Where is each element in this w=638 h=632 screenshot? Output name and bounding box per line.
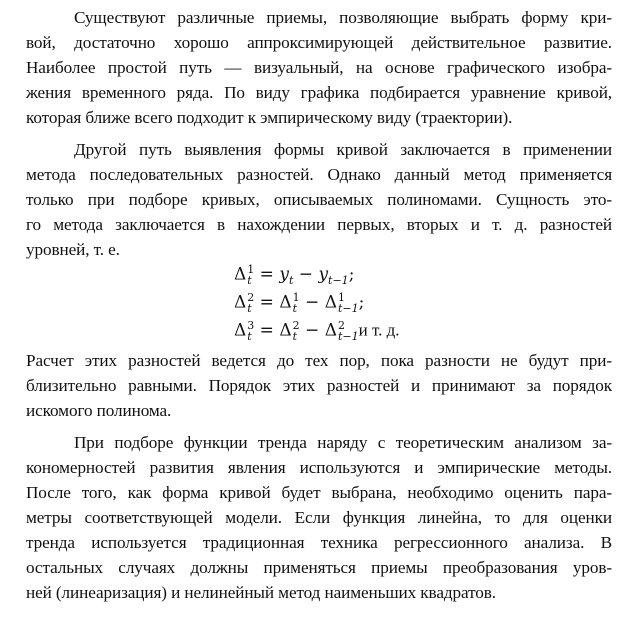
- subscript: t: [292, 302, 298, 315]
- text-line: искомого полинома.: [26, 401, 172, 420]
- formula-tail: и т. д.: [358, 320, 400, 340]
- text-line: Наиболее простой путь — визуальный, на основе графического изобра-: [26, 58, 612, 77]
- text-line: жения временного ряда. По виду графика подбирается уравнение кривой,: [26, 83, 612, 102]
- text-line: только при подборе кривых, описываемых полиномами. Сущность это-: [26, 190, 612, 209]
- text-line: Существуют различные приемы, позволяющие выбрать форму кри-: [74, 8, 612, 27]
- text-line: метры соответствующей модели. Если функция линейна, то для оценки: [26, 508, 612, 527]
- text-line: метода последовательных разностей. Однако данный метод применяется: [26, 165, 612, 184]
- equals: =: [254, 292, 280, 313]
- text-line: кономерностей развития явления используются и эмпирические методы.: [26, 458, 612, 477]
- subscript: t: [292, 330, 298, 343]
- text-line: Расчет этих разностей ведется до тех пор, пока разности не будут при-: [26, 351, 612, 370]
- delta-symbol: Δ: [279, 292, 292, 313]
- subscript: t: [288, 273, 294, 287]
- formula-3: [234, 320, 400, 342]
- delta-symbol: Δ: [234, 264, 247, 285]
- text-line: остальных случаях должны применяться приемы преобразования уров-: [26, 558, 612, 577]
- equals: =: [254, 320, 280, 341]
- text-line: которая ближе всего подходит к эмпирическому виду (траектории).: [26, 108, 513, 127]
- delta-symbol: Δ: [324, 292, 337, 313]
- subscript: t: [247, 302, 252, 315]
- text-line: При подборе функции тренда наряду с теоретическим анализом за-: [74, 433, 612, 452]
- text-line: вой, достаточно хорошо аппроксимирующей действительное развитие.: [26, 33, 612, 52]
- superscript: 2: [247, 291, 255, 304]
- formula-1: [234, 264, 354, 286]
- subscript: t−1: [337, 330, 359, 343]
- delta-symbol: Δ: [234, 292, 247, 313]
- minus: −: [299, 292, 325, 313]
- delta-symbol: Δ: [279, 320, 292, 341]
- text-line: го метода заключается в нахождении первых, вторых и т. д. разностей: [26, 215, 612, 234]
- superscript: 2: [337, 319, 345, 332]
- subscript: t: [247, 274, 252, 287]
- formula-tail: ;: [358, 292, 365, 313]
- delta-symbol: Δ: [324, 320, 337, 341]
- subscript: t−1: [337, 302, 359, 315]
- formula-tail: ;: [348, 264, 355, 285]
- minus: −: [299, 320, 325, 341]
- formula-2: [234, 292, 364, 314]
- subscript: t−1: [328, 273, 349, 287]
- equals: =: [254, 264, 280, 285]
- variable: y: [318, 264, 329, 285]
- delta-symbol: Δ: [234, 320, 247, 341]
- superscript: 1: [247, 263, 255, 276]
- text-line: ней (линеаризация) и нелинейный метод наименьших квадратов.: [26, 583, 496, 602]
- superscript: 1: [292, 291, 300, 304]
- text-line: близительно равными. Порядок этих разностей и принимают за порядок: [26, 376, 612, 395]
- superscript: 3: [247, 319, 255, 332]
- variable: y: [279, 264, 289, 285]
- subscript: t: [247, 330, 252, 343]
- superscript: 2: [292, 319, 300, 332]
- text-line: После того, как форма кривой будет выбрана, необходимо оценить пара-: [26, 483, 612, 502]
- text-line: тренда используется традиционная техника регрессионного анализа. В: [26, 533, 612, 552]
- text-line: уровней, т. е.: [26, 240, 120, 259]
- superscript: 1: [337, 291, 345, 304]
- text-line: Другой путь выявления формы кривой заключается в применении: [74, 140, 612, 159]
- minus: −: [293, 264, 319, 285]
